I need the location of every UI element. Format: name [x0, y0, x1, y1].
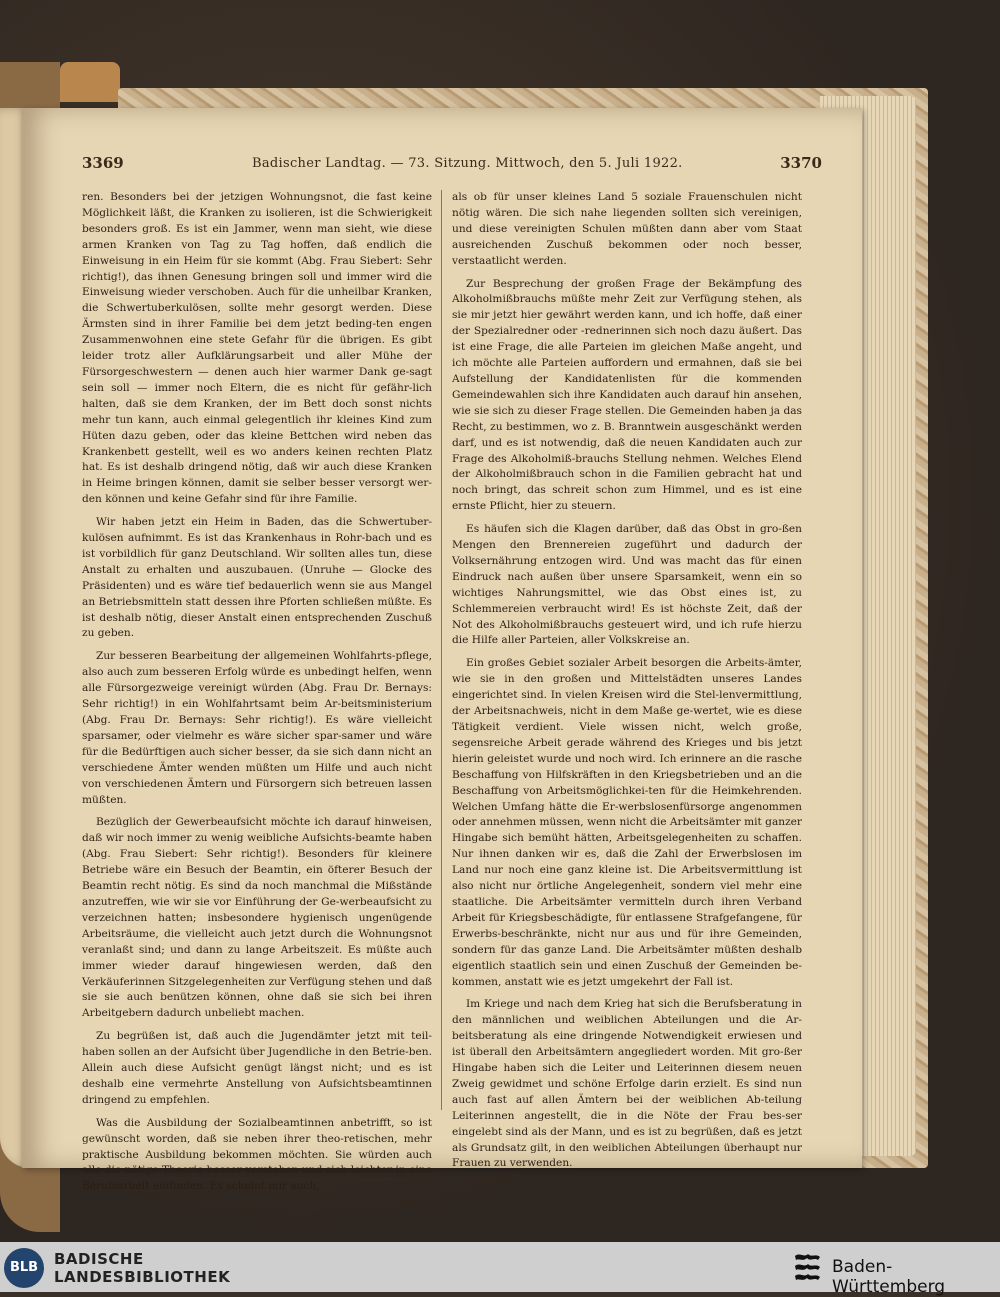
paragraph: Im Kriege und nach dem Krieg hat sich die Berufsberatung in den männlichen und weiblichen Abteilungen und die Ar-beitsberatung als eine dringende Notwendigkeit erwiesen und ist überall den Arbeitsämtern angegliedert worden. Mit gro-ßer Hingabe haben sich die Leiter und Leiterinnen diesem neuen Zweig gewidmet und schöne Erfolge darin erzielt. Es sind nun auch fast auf allen Ämtern bei der weiblichen Ab-teilung Leiterinnen angestellt, die in die Nöte der Frau bes-ser eingelebt sind als der Mann, und es ist zu begrüßen, daß es jetzt als Grundsatz gilt, in den weiblichen Abteilungen überhaupt nur Frauen zu verwenden.: [452, 998, 802, 1170]
paragraph: Zur Besprechung der großen Frage der Bekämpfung des Alkoholmißbrauchs müßte mehr Zeit zur Verfügung stehen, als sie mir jetzt hier gewährt werden kann, und ich hoffe, daß einer der Spezialredner oder -rednerinnen sich noch dazu äußert. Das ist eine Frage, die alle Parteien im gleichen Maße angeht, und ich möchte alle Parteien auffordern und ermahnen, daß sie bei Aufstellung der Kandidatenlisten für die kommenden Gemeindewahlen sich ihre Kandidaten auch darauf hin ansehen, wie sie sich zu dieser Frage stellen. Die Gemeinden haben ja das Recht, zu bestimmen, wo z. B. Branntwein ausgeschänkt werden darf, und es ist notwendig, daß die neuen Kandidaten auch zur Frage des Alkoholmiß-brauchs Stellung nehmen. Welches Elend der Alkoholmißbrauch schon in die Familien gebracht hat und noch bringt, das schreit schon zum Himmel, und es ist eine ernste Pflicht, hier zu steuern.: [452, 277, 802, 513]
blb-logo-icon[interactable]: BLB: [4, 1248, 44, 1288]
paragraph: Zur besseren Bearbeitung der allgemeinen Wohlfahrts-pflege, also auch zum besseren Erfolg würde es unbedingt helfen, wenn alle Fürsorgezweige vereinigt würden (Abg. Frau Dr. Bernays: Sehr richtig!) in ein Wohlfahrtsamt beim Ar-beitsministerium (Abg. Frau Dr. Bernays: Sehr richtig!). Es wäre vielleicht sparsamer, oder vielmehr es wäre sicher spar-samer und wäre für die Bedürftigen auch sicher besser, da sie sich dann nicht an verschiedene Ämter wenden müßten um Hilfe und auch nicht von verschiedenen Ämtern und Fürsorgern sich betreuen lassen müßten.: [82, 650, 432, 806]
library-name-line1[interactable]: BADISCHE: [54, 1250, 144, 1268]
text-columns: [82, 190, 802, 1193]
book-page: [22, 108, 862, 1193]
paragraph: Wir haben jetzt ein Heim in Baden, das die Schwertuber-kulösen aufnimmt. Es ist das Krankenhaus in Rohr-bach und es ist vorbildlich für ganz Deutschland. Wir sollten alles tun, diese Anstalt zu erhalten und auszubauen. (Unruhe — Glocke des Präsidenten) und es wäre tief bedauerlich wenn sie aus Mangel an Betriebsmitteln statt dessen ihre Pforten schließen müßte. Es ist deshalb nötig, dieser Anstalt einen entsprechenden Zuschuß zu geben.: [82, 516, 432, 640]
library-name-line2[interactable]: LANDESBIBLIOTHEK: [54, 1268, 231, 1286]
paragraph: Bezüglich der Gewerbeaufsicht möchte ich darauf hinweisen, daß wir noch immer zu wenig weibliche Aufsichts-beamte haben (Abg. Frau Siebert: Sehr richtig!). Besonders für kleinere Betriebe wäre ein Besuch der Beamtin, ein öfterer Besuch der Beamtin recht nötig. Es sind da noch manchmal die Mißstände anzutreffen, wie wir sie vor Einführung der Ge-werbeaufsicht zu verzeichnen hatten; insbesondere hygienisch ungenügende Arbeitsräume, die vielleicht auch jetzt durch die Wohnungsnot veranlaßt sind; und dann zu lange Arbeitszeit. Es müßte auch immer wieder darauf hingewiesen werden, daß den Verkäuferinnen Sitzgelegenheiten zur Verfügung stehen und daß sie sie auch benützen können, ohne daß sie sich bei ihren Arbeitgebern dadurch unbeliebt machen.: [82, 816, 432, 1020]
paragraph: Zu begrüßen ist, daß auch die Jugendämter jetzt mit teil-haben sollen an der Aufsicht über Jugendliche in den Betrie-ben. Allein auch diese Aufsicht genügt längst nicht; und es ist deshalb eine vermehrte Anstellung von Aufsichtsbeamtinnen dringend zu empfehlen.: [82, 1030, 432, 1106]
paragraph: Was die Ausbildung der Sozialbeamtinnen anbetrifft, so ist gewünscht worden, daß sie neben ihrer theo-retischen, mehr praktische Ausbildung bekommen möchten. Sie würden auch alle die nötige Theorie besser verstehen und sich leichter in eine Berufsarbeit einfinden. Es scheint mir auch,: [82, 1116, 432, 1193]
page-number-right: 3370: [780, 154, 822, 172]
paragraph: als ob für unser kleines Land 5 soziale Frauenschulen nicht nötig wären. Die sich nahe liegenden sollten sich vereinigen, und diese vereinigten Schulen müßten dann aber vom Staat ausreichenden Zuschuß bekommen oder noch besser, verstaatlicht werden.: [452, 191, 802, 267]
paragraph: Ein großes Gebiet sozialer Arbeit besorgen die Arbeits-ämter, wie sie in den großen und Mittelstädten unseres Landes eingerichtet sind. In vielen Kreisen wird die Stel-lenvermittlung, der Arbeitsnachweis, nicht in dem Maße ge-wertet, wie es diese Tätigkeit verdient. Viele wissen nicht, welch große, segensreiche Arbeit gerade während des Krieges und bis jetzt hierin geleistet wurde und noch wird. Ich erinnere an die rasche Beschaffung von Hilfskräften in den Kriegsbetrieben und an die Beschaffung von Arbeitsmöglichkei-ten für die Heimkehrenden. Welchen Umfang hätte die Er-werbslosenfürsorge angenommen oder annehmen müssen, wenn nicht die Arbeitsämter mit ganzer Hingabe sich bemüht hätten, Arbeitsgelegenheiten zu schaffen. Nur ihnen danken wir es, daß die Zahl der Erwerbslosen im Land nur noch eine ganz kleine ist. Die Arbeitsvermittlung ist also nicht nur örtliche Angelegenheit, sondern viel mehr eine staatliche. Die Arbeitsämter vermitteln durch ihren Verband Arbeit für Kriegsbeschädigte, für entlassene Strafgefangene, für Erwerbs-beschränkte, nicht nur aus und für ihre Gemeinden, sondern für das ganze Land. Die Arbeitsämter müßten deshalb eigentlich staatlich sein und einen Zuschuß der Gemeinden be-kommen, anstatt wie es jetzt umgekehrt der Fall ist.: [452, 657, 802, 988]
paragraph: ren. Besonders bei der jetzigen Wohnungsnot, die fast keine Möglichkeit läßt, die Kranken zu isolieren, ist die Schwierigkeit besonders groß. Es ist ein Jammer, wenn man sieht, wie diese armen Kranken von Tag zu Tag hoffen, daß endlich die Einweisung in ein Heim für sie kommt (Abg. Frau Siebert: Sehr richtig!), das ihnen Genesung bringen soll und immer wird die Einweisung wieder verschoben. Auch für die unheilbar Kranken, die Schwertuberkulösen, sollte mehr gesorgt werden. Diese Ärmsten sind in ihrer Familie bei dem jetzt beding-ten engen Zusammenwohnen eine stete Gefahr für die übrigen. Es gibt leider trotz aller Aufklärungsarbeit und aller Mühe der Fürsorgeschwestern — denen auch hier warmer Dank ge-sagt sein soll — immer noch Eltern, die es nicht für gefähr-lich halten, daß sie dem Kranken, der im Bett doch sonst nichts mehr tun kann, auch einmal gelegentlich ihr kleines Kind zum Hüten dazu geben, oder das kleine Bettchen wird neben das Krankenbett gestellt, weil es wo anders keinen rechten Platz hat. Es ist deshalb dringend nötig, daß wir auch diese Kranken in Heime bringen können, damit sie selber besser versorgt wer-den können und keine Gefahr sind für ihre Familie.: [82, 191, 432, 506]
running-header: Badischer Landtag. — 73. Sitzung. Mittwoch, den 5. Juli 1922.: [252, 156, 683, 171]
column-divider: [441, 190, 442, 1110]
right-column: [452, 190, 802, 1170]
coat-of-arms-icon[interactable]: [790, 1248, 824, 1286]
left-column: [82, 190, 432, 1193]
state-name[interactable]: Baden-Württemberg: [832, 1257, 946, 1297]
spine-ribbon: [60, 62, 120, 102]
paragraph: Es häufen sich die Klagen darüber, daß das Obst in gro-ßen Mengen den Brennereien zugeführt und dadurch der Volksernährung entzogen wird. Und was macht das für einen Eindruck nach außen über unsere Sparsamkeit, wenn ein so wichtiges Nahrungsmittel, wie das Obst eines ist, zu Schlemmereien verbraucht wird! Es ist höchste Zeit, daß der Not des Alkoholmißbrauchs gesteuert wird, und ich rufe hierzu die Hilfe aller Parteien, aller Volkskreise an.: [452, 523, 802, 647]
page-number-left: 3369: [82, 154, 124, 172]
page-header: [82, 154, 822, 178]
